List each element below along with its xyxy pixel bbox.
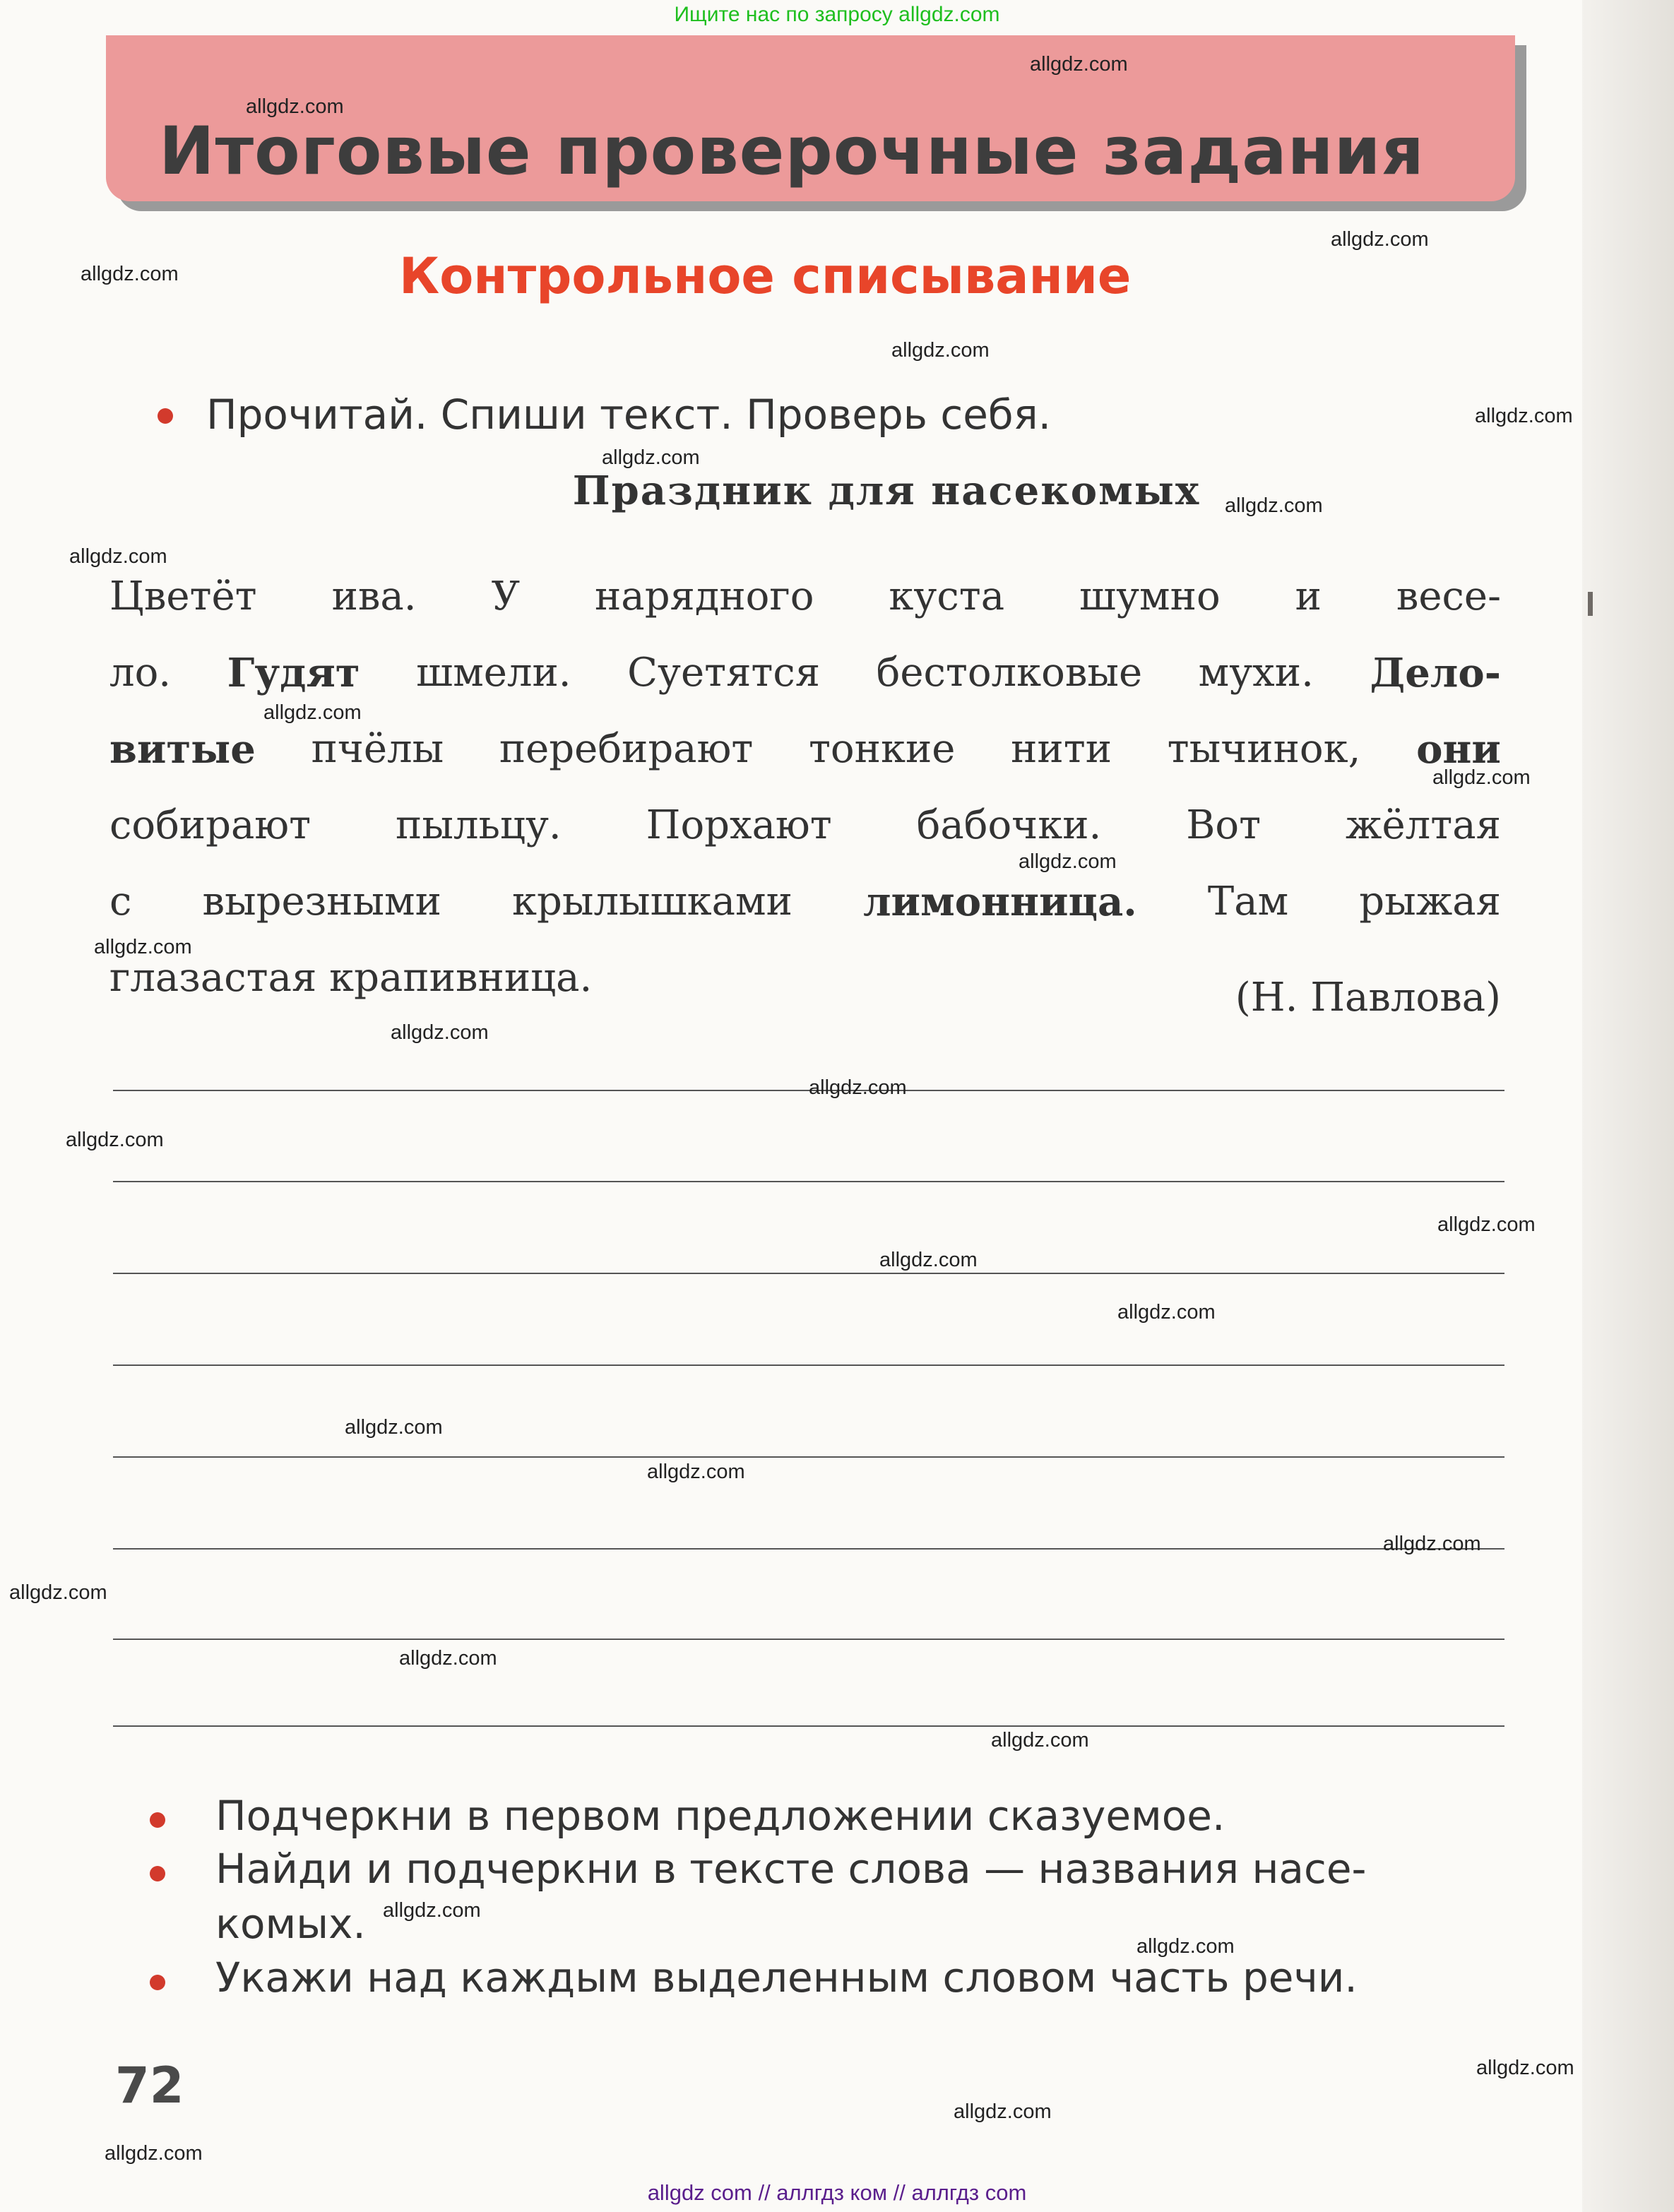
footer-link[interactable]: allgdz com // аллгдз ком // аллгдз com — [647, 2180, 1027, 2205]
watermark: allgdz.com — [391, 1021, 489, 1044]
watermark: allgdz.com — [1030, 53, 1128, 76]
instruction: Прочитай. Спиши текст. Проверь себя. — [206, 391, 1052, 439]
watermark: allgdz.com — [263, 701, 362, 724]
page-title: Итоговые проверочные задания — [159, 113, 1425, 190]
bullet-icon — [150, 1866, 165, 1881]
task-item: Найди и подчеркни в тексте слова — названия насе- — [215, 1845, 1367, 1893]
writing-line[interactable] — [113, 1548, 1504, 1550]
watermark: allgdz.com — [1331, 228, 1429, 251]
bullet-icon — [150, 1975, 165, 1990]
watermark: allgdz.com — [94, 936, 192, 958]
page-edge-shadow — [1582, 0, 1674, 2212]
watermark: allgdz.com — [602, 446, 700, 469]
watermark: allgdz.com — [1225, 494, 1323, 517]
section-title: Контрольное списывание — [399, 247, 1132, 305]
bullet-icon — [150, 1812, 165, 1828]
writing-line[interactable] — [113, 1725, 1504, 1727]
watermark: allgdz.com — [246, 95, 344, 118]
watermark: allgdz.com — [9, 1581, 107, 1604]
text-line: Цветёт ива. У нарядного куста шумно и весе- — [109, 573, 1501, 619]
watermark: allgdz.com — [69, 545, 167, 568]
watermark: allgdz.com — [399, 1647, 497, 1670]
bullet-icon — [158, 408, 173, 424]
writing-line[interactable] — [113, 1181, 1504, 1182]
watermark: allgdz.com — [1476, 2057, 1574, 2079]
watermark: allgdz.com — [891, 339, 990, 362]
watermark: allgdz.com — [1383, 1533, 1481, 1555]
text-title: Праздник для насекомых — [572, 468, 1201, 514]
watermark: allgdz.com — [66, 1129, 164, 1151]
watermark: allgdz.com — [647, 1461, 745, 1483]
writing-line[interactable] — [113, 1364, 1504, 1366]
text-line: с вырезными крылышками лимонница. Там рыжая — [109, 879, 1501, 925]
watermark: allgdz.com — [879, 1249, 978, 1271]
watermark: allgdz.com — [1019, 850, 1117, 873]
header-search-link[interactable]: Ищите нас по запросу allgdz.com — [674, 3, 1000, 26]
writing-line[interactable] — [113, 1456, 1504, 1458]
watermark: allgdz.com — [1117, 1301, 1216, 1324]
text-line: ло. Гудят шмели. Суетятся бестолковые мухи. Дело- — [109, 650, 1501, 696]
watermark: allgdz.com — [81, 263, 179, 285]
watermark: allgdz.com — [809, 1076, 907, 1099]
watermark: allgdz.com — [345, 1416, 443, 1439]
watermark: allgdz.com — [1437, 1213, 1536, 1236]
watermark: allgdz.com — [383, 1899, 481, 1922]
text-line: глазастая крапивница. — [109, 955, 593, 1001]
watermark: allgdz.com — [1432, 766, 1531, 789]
binding-mark — [1588, 592, 1593, 616]
watermark: allgdz.com — [954, 2100, 1052, 2123]
author: (Н. Павлова) — [1235, 975, 1501, 1021]
writing-line[interactable] — [113, 1639, 1504, 1640]
watermark: allgdz.com — [105, 2142, 203, 2165]
task-item: Подчеркни в первом предложении сказуемое. — [215, 1792, 1225, 1840]
text-line: собирают пыльцу. Порхают бабочки. Вот жёлтая — [109, 802, 1501, 848]
watermark: allgdz.com — [991, 1729, 1089, 1752]
watermark: allgdz.com — [1136, 1935, 1235, 1958]
writing-line[interactable] — [113, 1273, 1504, 1274]
task-item-continued: комых. — [215, 1900, 366, 1948]
task-item: Укажи над каждым выделенным словом часть речи. — [215, 1954, 1358, 2002]
page-number: 72 — [115, 2057, 184, 2115]
text-line: витые пчёлы перебирают тонкие нити тычинок, они — [109, 726, 1501, 773]
watermark: allgdz.com — [1475, 405, 1573, 427]
